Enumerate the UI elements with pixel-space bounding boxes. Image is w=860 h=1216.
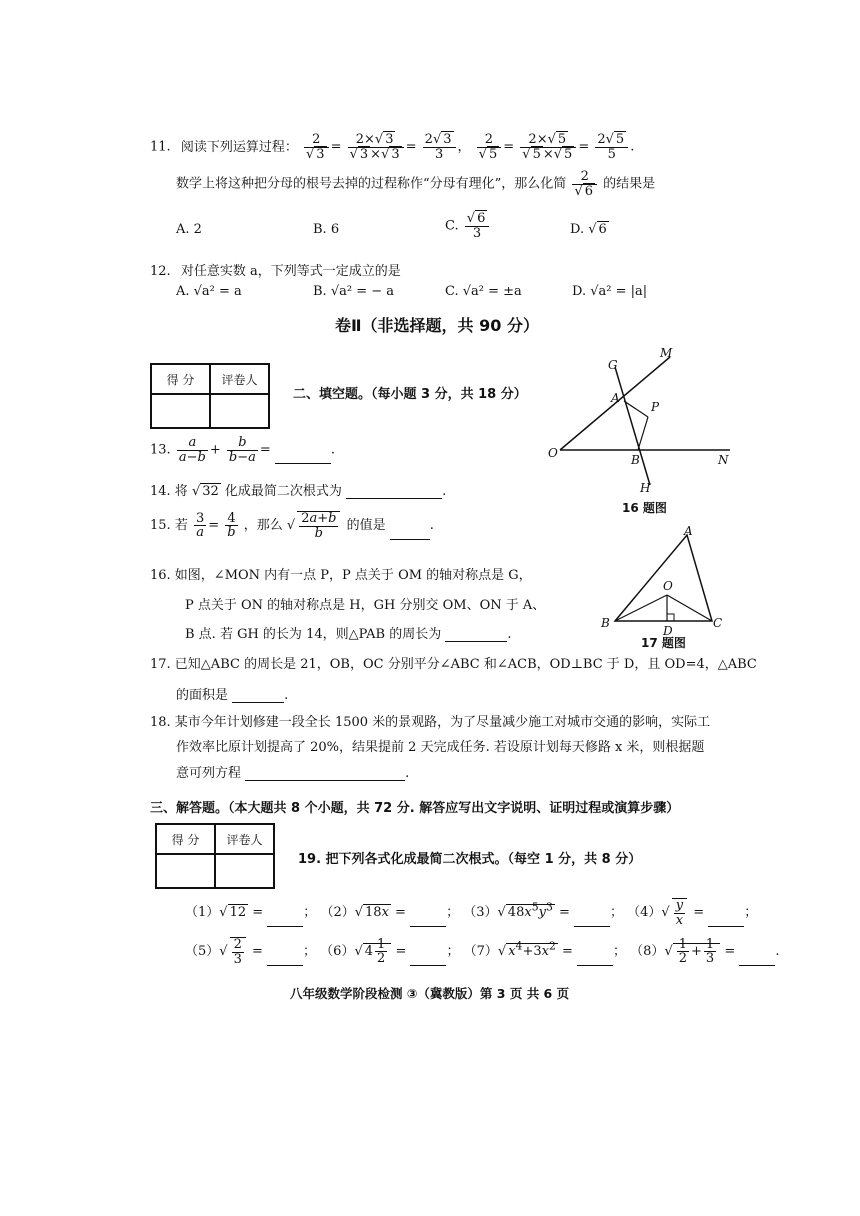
question-11-line1: 11. 阅读下列运算过程： $\frac{2}{√ 3}$ = $\frac{2\times√ 3}{√ 3 \times√ 3}$ = $\frac{2√ 3}{3}$ ， $\frac{2}{√ 5}$ = $\frac{2\times√ 5}{√ 5 \times√ 5}$ = $\frac{2√ 5}{5}$ . xyxy=(150,132,635,162)
q15-text-a: 若 xyxy=(174,518,188,534)
q15-text-c: 的值是 xyxy=(346,518,386,534)
fig16-label-a: A xyxy=(611,391,620,405)
score-cell[interactable] xyxy=(151,394,210,428)
q14-text-b: 化成最简二次根式为 xyxy=(224,484,342,499)
q16-answer-blank[interactable] xyxy=(445,629,507,642)
grader-label-2: 评卷人 xyxy=(215,824,274,854)
q19-blank-4[interactable] xyxy=(708,914,744,927)
q11-option-b: B. 6 xyxy=(313,222,340,237)
q11-option-c-label: C. xyxy=(445,218,459,234)
q12-option-b: B. √a² = − a xyxy=(313,284,394,299)
q15-number: 15. xyxy=(150,518,171,534)
fig16-label-o: O xyxy=(548,446,558,460)
q18-line3-text: 意可列方程 xyxy=(176,766,242,781)
q15-text-b: ，那么 xyxy=(243,518,283,534)
q11-text-b: 的结果是 xyxy=(603,176,656,192)
q18-line2: 作效率比原计划提高了 20%，结果提前 2 天完成任务. 若设原计划每天修路 x 米，则根据题 xyxy=(176,740,705,755)
fig17-label-a: A xyxy=(684,525,693,538)
q12-option-d: D. √a² = |a| xyxy=(572,284,648,299)
q19-label-2: （2） xyxy=(320,905,355,921)
q16-line1: 16. 如图，∠MON 内有一点 P，P 点关于 OM 的轴对称点是 G， xyxy=(150,568,532,583)
fig16-label-h: H xyxy=(640,481,651,495)
grader-cell[interactable] xyxy=(210,394,269,428)
q11-text-a: 数学上将这种把分母的根号去掉的过程称作“分母有理化”，那么化简 xyxy=(176,176,567,192)
q16-line2: P 点关于 ON 的轴对称点是 H，GH 分别交 OM、ON 于 A、 xyxy=(185,598,546,613)
fill-blank-header: 二、填空题。（每小题 3 分，共 18 分） xyxy=(293,387,527,402)
q19-row2: （5）√ $\frac{2}{3}$ = ； （6）√ 4 $\frac{1}{2}$ = ； （7）√ $x^4+3x^2$ = ； （8）√ $\frac{1}{2}$ + $\frac{1}{3}$ = . xyxy=(185,936,780,967)
q11-option-a: A. 2 xyxy=(176,222,202,237)
q19-label-1: （1） xyxy=(185,905,220,921)
q17-line2: 的面积是 . xyxy=(176,688,289,703)
grader-label: 评卷人 xyxy=(210,364,269,394)
grader-cell-2[interactable] xyxy=(215,854,274,888)
q17-line2-text: 的面积是 xyxy=(176,688,229,703)
question-13: 13. $\frac{a}{a-b}$ + $\frac{b}{b-a}$ = . xyxy=(150,435,336,465)
section-3-header: 三、解答题。（本大题共 8 个小题，共 72 分. 解答应写出文字说明、证明过程或演算步骤） xyxy=(150,801,680,816)
q14-answer-blank[interactable] xyxy=(346,486,442,499)
fig16-label-p: P xyxy=(651,400,660,414)
q19-label-4: （4） xyxy=(627,905,662,921)
q19-label-3: （3） xyxy=(463,905,498,921)
q14-text-a: 14. 将 xyxy=(150,484,188,499)
q19-title: 19. 把下列各式化成最简二次根式。（每空 1 分，共 8 分） xyxy=(298,852,642,867)
q11-number: 11. xyxy=(150,139,171,155)
fig17-label-o: O xyxy=(663,579,673,593)
q11-option-c: C. $\frac{√ 6}{3}$ xyxy=(445,212,491,240)
q11-intro: 阅读下列运算过程： xyxy=(180,139,298,155)
q11-option-d-label: D. xyxy=(570,222,585,237)
score-label-2: 得 分 xyxy=(156,824,215,854)
q12-number: 12. xyxy=(150,264,171,279)
fig16-caption: 16 题图 xyxy=(622,501,667,515)
q17-line1: 17. 已知△ABC 的周长是 21，OB，OC 分别平分∠ABC 和∠ACB，OD⊥BC 于 D，且 OD=4，△ABC xyxy=(150,657,757,672)
figure-17 xyxy=(595,525,735,650)
q16-line3-text: B 点. 若 GH 的长为 14，则△PAB 的周长为 xyxy=(185,627,442,642)
fig16-label-m: M xyxy=(660,346,673,360)
question-12 xyxy=(150,260,401,279)
q12-text: 对任意实数 a，下列等式一定成立的是 xyxy=(180,264,401,279)
q19-row1: （1）√ 12 = ； （2）√ 18x = ； （3）√ $48x^5y^3$ = ； （4）√ $\frac{y}{x}$ = ； xyxy=(185,898,758,928)
q19-blank-6[interactable] xyxy=(410,953,446,966)
q19-label-6: （6） xyxy=(320,944,355,960)
q13-answer-blank[interactable] xyxy=(275,451,331,464)
score-label: 得 分 xyxy=(151,364,210,394)
q18-line1: 18. 某市今年计划修建一段全长 1500 米的景观路，为了尽量减少施工对城市交通的影响，实际工 xyxy=(150,715,711,730)
question-14: 14. 将 √ 32 化成最简二次根式为 . xyxy=(150,484,447,499)
q19-blank-8[interactable] xyxy=(739,953,775,966)
q18-answer-blank[interactable] xyxy=(245,768,405,781)
figure-16 xyxy=(540,345,740,520)
question-11-line2: 数学上将这种把分母的根号去掉的过程称作“分母有理化”，那么化简 $\frac{2}{√ 6}$ 的结果是 xyxy=(176,169,656,199)
fig17-caption: 17 题图 xyxy=(641,636,686,650)
q17-answer-blank[interactable] xyxy=(232,690,284,703)
q19-blank-2[interactable] xyxy=(410,914,446,927)
score-box-2 xyxy=(155,823,275,889)
q11-option-d: D. √ 6 xyxy=(570,222,607,237)
q15-answer-blank[interactable] xyxy=(390,527,430,540)
fig17-label-c: C xyxy=(713,616,723,630)
question-15: 15. 若 $\frac{3}{a}$ = $\frac{4}{b}$ ，那么 √ $\frac{2a+b}{b}$ 的值是 . xyxy=(150,510,434,541)
fig17-label-d: D xyxy=(663,624,673,638)
page-footer: 八年级数学阶段检测 ③（冀教版）第 3 页 共 6 页 xyxy=(290,986,570,1001)
q13-number: 13. xyxy=(150,442,171,458)
q16-line3: B 点. 若 GH 的长为 14，则△PAB 的周长为 . xyxy=(185,627,512,642)
q12-option-c: C. √a² = ±a xyxy=(445,284,522,299)
q19-blank-5[interactable] xyxy=(267,953,303,966)
q12-option-a: A. √a² = a xyxy=(176,284,242,299)
fig16-label-n: N xyxy=(718,453,729,467)
q19-label-7: （7） xyxy=(463,944,498,960)
fig16-label-g: G xyxy=(608,358,618,372)
section-2-title: 卷Ⅱ（非选择题，共 90 分） xyxy=(335,316,539,335)
q19-label-8: （8） xyxy=(630,944,665,960)
q18-line3: 意可列方程 . xyxy=(176,766,410,781)
score-cell-2[interactable] xyxy=(156,854,215,888)
q19-blank-1[interactable] xyxy=(267,914,303,927)
fig16-label-b: B xyxy=(631,453,640,467)
score-box-1 xyxy=(150,363,270,429)
q19-label-5: （5） xyxy=(185,944,220,960)
fig17-label-b: B xyxy=(601,616,610,630)
q19-blank-7[interactable] xyxy=(577,953,613,966)
q19-blank-3[interactable] xyxy=(574,914,610,927)
